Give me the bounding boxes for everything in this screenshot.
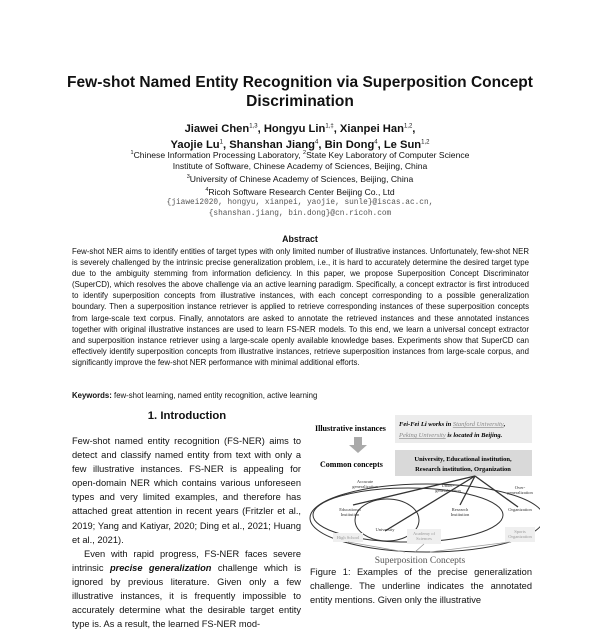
svg-text:ResearchInstitution: Research Institution	[450, 507, 470, 517]
affiliations: $^1$Chinese Information Processing Laboratory, $^2$State Key Laboratory of Computer Science Institute of Software, Chinese Academy of Sciences, Beijing, China $^3$University of Chinese Academy of Sciences, Beijing, China $^4$Ricoh Software Research Center Beijing Co., Ltd {jiawei2020, hongyu, xianpei, yaojie, sunle}@iscas.ac.cn, {shanshan.jiang, bin.dong}@cn.ricoh.com	[60, 148, 540, 220]
author: Yaojie Lu$^1$,	[170, 139, 230, 152]
svg-text:SportsOrganization: Sports Organization	[508, 529, 532, 539]
superposition-concepts-label: Superposition Concepts	[374, 556, 466, 566]
author: Le Sun$^{1,2}$	[383, 139, 430, 152]
svg-text:Academy ofSciences: Academy of Sciences	[412, 531, 436, 541]
svg-text:Fei-Fei Li works in Stanford U: Fei-Fei Li works in Stanford University,	[399, 421, 506, 428]
section-heading-introduction: 1. Introduction	[147, 410, 227, 422]
arrow-down-icon	[349, 437, 367, 453]
svg-text:University, Educational instit: University, Educational institution,	[414, 456, 512, 463]
common-concepts-label: Common concepts	[320, 460, 383, 469]
author: Hongyu Lin$^{1,\ddagger}$,	[263, 122, 340, 135]
paper-title: Few-shot Named Entity Recognition via Superposition Concept Discrimination	[67, 74, 533, 110]
author: Jiawei Chen$^{1,3}$,	[184, 122, 264, 135]
abstract-text: Few-shot NER aims to identify entities of target types with only limited number of illustrative instances. Unfortunately, few-shot NER is severely challenged by the intrinsic precise generalization problem, i.e., it is hard to accurately determine the desired target type due to the ambiguity stemming from information deficiency. In this paper, we propose Superposition Concept Discriminator (SuperCD), which resolves the above challenge via an active learning paradigm. Specifically, a concept extractor is first introduced to identify superposition concepts from illustrative instances, with each concept corresponding to a possible generalization boundary. Then a superposition instance retriever is applied to retrieve corresponding instances of these superposition concepts from large-scale text corpus. Finally, annotators are asked to annotate the retrieved instances and these annotated instances together with original illustrative instances are used to learn FS-NER models. To this end, we learn a universal concept extractor and superposition instance retriever using a large-scale openly available knowledge bases. Experiments show that SuperCD can effectively identify superposition concepts from illustrative instances, retrieve superposition instances from large-scale corpus, and significantly improve the few-shot NER performance with minimal additional efforts.	[72, 247, 529, 367]
introduction-text: Few-shot named entity recognition (FS-NER) aims to detect and classify named entity from text with only a few illustrative instances. FS-NER is appealing for open-domain NER which contains various unforeseen types and very limited examples, and therefore has attached great attention in recent years (Fritzler et al., 2019; Yang and Katiyar, 2020; Ding et al., 2021; Huang et al., 2021). Even with rapid progress, FS-NER faces severe intrinsic precise generalization challenge which is ignored by previous literature. Given only a few illustrative instances, it is frequently impossible to accurately determine what the desirable target entity type is. As a result, the learned FS-NER mod-	[72, 436, 301, 630]
svg-text:High School: High School	[336, 535, 360, 540]
figure-1	[305, 405, 540, 567]
svg-text:University: University	[375, 527, 395, 532]
emails: {jiawei2020, hongyu, xianpei, yaojie, sunle}@iscas.ac.cn, {shanshan.jiang, bin.dong}@cn.ricoh.com	[166, 199, 434, 219]
svg-text:Research institution, Organiza: Research institution, Organization	[415, 466, 511, 473]
svg-text:Over-generalization: Over-generalization	[507, 485, 533, 495]
svg-text:Organization: Organization	[508, 507, 532, 512]
abstract-heading: Abstract	[282, 234, 318, 244]
svg-text:Accurategeneralization: Accurate generalization	[352, 479, 378, 489]
author: Xianpei Han$^{1,2}$,	[339, 122, 416, 135]
svg-text:Under-generalization: Under-generalization	[435, 483, 461, 493]
keywords: Keywords: few-shot learning, named entity recognition, active learning	[72, 391, 318, 400]
illustrative-instances-label: Illustrative instances	[315, 424, 386, 433]
author: Bin Dong$^4$,	[324, 139, 384, 152]
svg-text:Peking University is located i: Peking University is located in Beijing.	[399, 432, 503, 439]
figure-caption: Figure 1: Examples of the precise generalization challenge. The underline indicates the annotated entity mentions. Given only the illustrative	[310, 567, 532, 606]
author: Shanshan Jiang$^4$,	[229, 139, 325, 152]
svg-text:EducationalInstitution: Educational Institution	[339, 507, 361, 517]
